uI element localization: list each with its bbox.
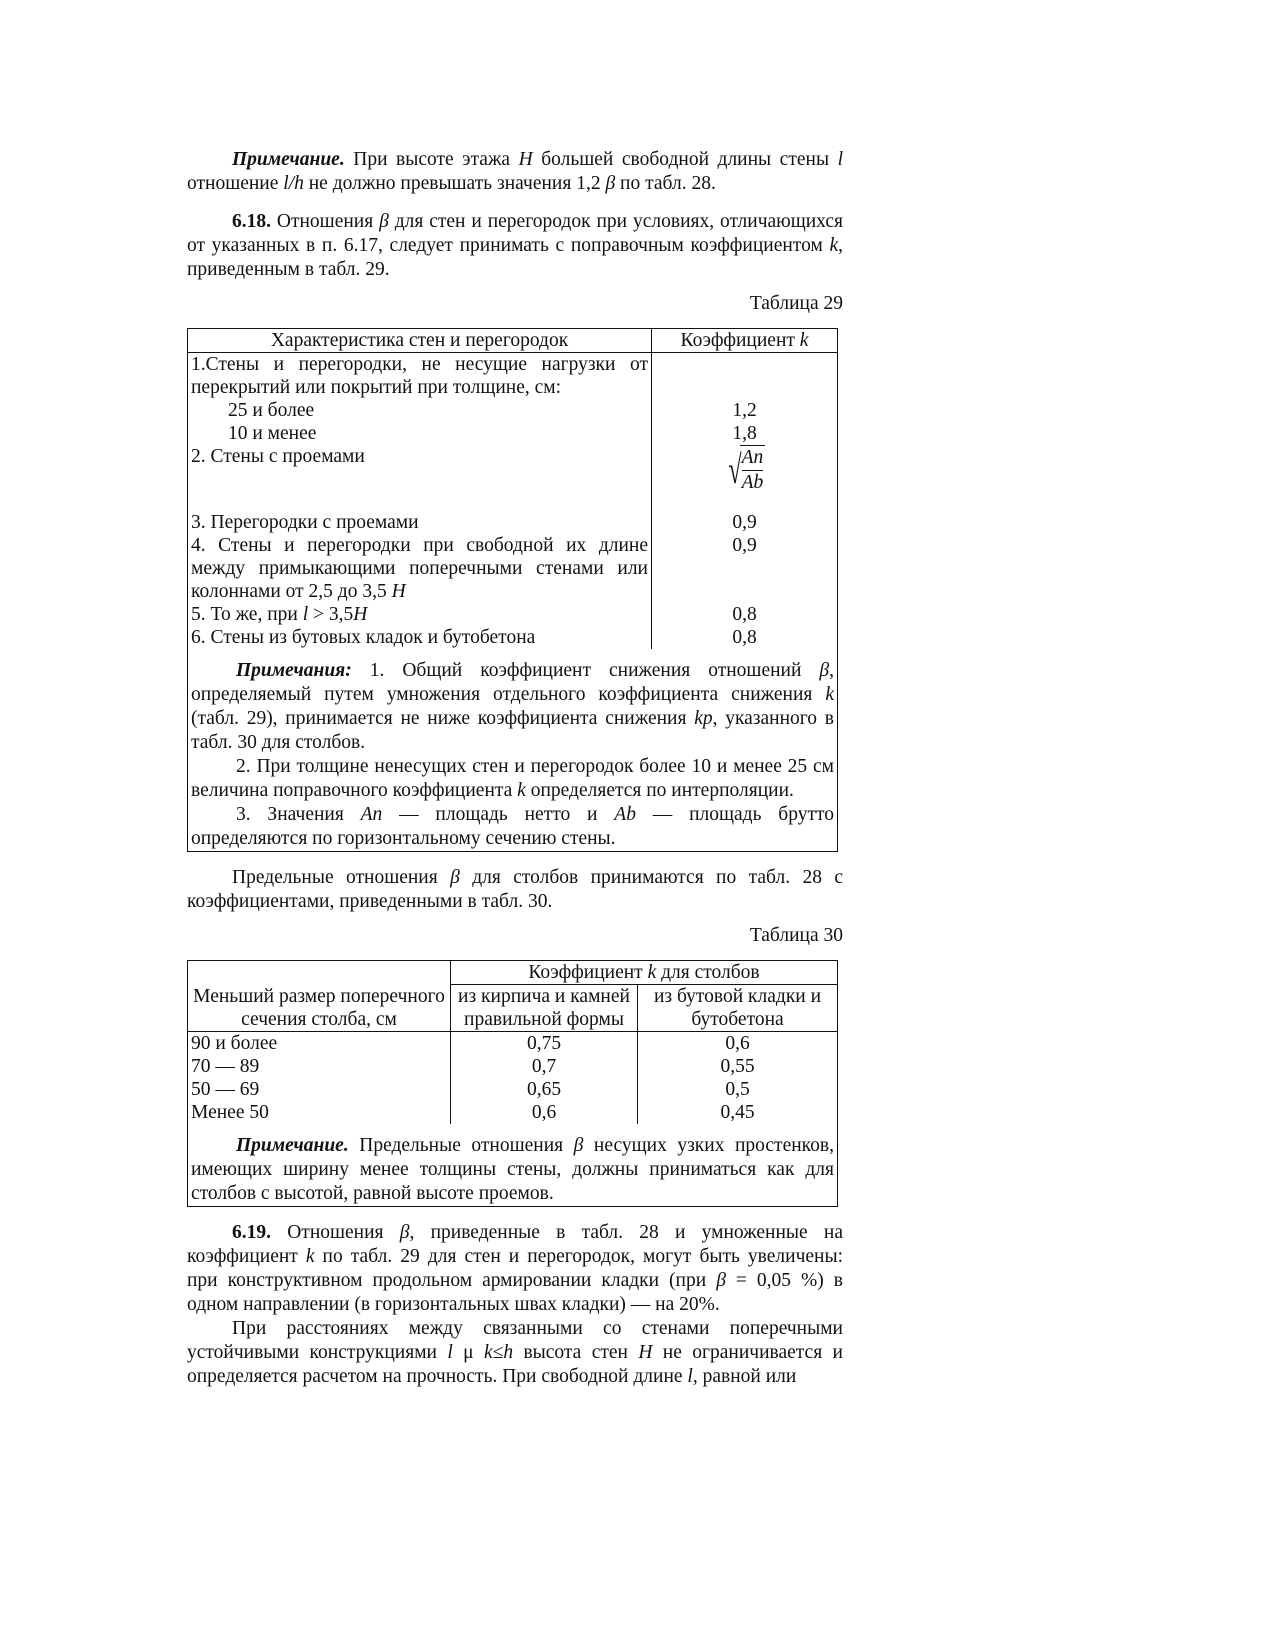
table-30-header-size: Меньший размер поперечного сечения столба, см [188,961,451,1032]
table-30-header-coefficient: Коэффициент k для столбов [451,961,838,985]
table-row: 4. Стены и перегородки при свободной их длине между примыкающими поперечными стенами или колоннами от 2,5 до 3,5 H 0,9 [188,534,838,603]
radical-icon: √ [728,447,742,492]
table-row: 5. То же, при l > 3,5H 0,8 [188,603,838,626]
section-number: 6.19. [232,1222,271,1243]
table-row: 25 и более 1,2 [188,399,838,422]
table-29-header-coefficient: Коэффициент k [652,329,838,353]
paragraph-6-19: 6.19. Отношения β, приведенные в табл. 28 и умноженные на коэффициент k по табл. 29 для стен и перегородок, могут быть увеличены: при конструктивном продольном армировании кладки (при β = 0,05 %) в одном направлении (в горизонтальных швах кладки) — на 20%. [187,1222,844,1315]
note-label: Примечание. [232,149,345,170]
paragraph-6-18: 6.18. Отношения β для стен и перегородок при условиях, отличающихся от указанных в п. 6.17, следует принимать с поправочным коэффициентом k, приведенным в табл. 29. [187,211,843,280]
document-page [187,148,843,1389]
note-top: Примечание. При высоте этажа H большей свободной длины стены l отношение l/h не должно превышать значения 1,2 β по табл. 28. [187,149,843,194]
sqrt-formula: √ $\frac{An}{Ab}$ [728,447,764,493]
table-29-caption: Таблица 29 [749,293,843,314]
table-row: 90 и более 0,75 0,6 [188,1032,838,1056]
table-30-header-rubble: из бутовой кладки и бутобетона [638,985,838,1032]
table-row: 10 и менее 1,8 [188,422,838,445]
table-30 [187,960,838,1207]
table-row: Менее 50 0,6 0,45 [188,1101,838,1124]
section-number: 6.18. [232,211,271,232]
table-29 [187,328,838,852]
paragraph-last: При расстояниях между связанными со стенами поперечными устойчивыми конструкциями l μ k≤h высота стен H не ограничивается и определяется расчетом на прочность. При свободной длине l, равной или [187,1318,843,1387]
table-row: 1.Стены и перегородки, не несущие нагрузки от перекрытий или покрытий при толщине, см: [188,353,838,400]
table-row: 2. Стены с проемами √ $\frac{An}{Ab}$ [188,445,838,511]
table-row: 70 — 89 0,7 0,55 [188,1055,838,1078]
paragraph-columns: Предельные отношения β для столбов принимаются по табл. 28 с коэффициентами, приведенными в табл. 30. [187,867,843,912]
table-29-notes: Примечания: 1. Общий коэффициент снижения отношений β, определяемый путем умножения отдельного коэффициента снижения k (табл. 29), принимается не ниже коэффициента снижения kp, указанного в табл. 30 для столбов. 2. При толщине ненесущих стен и перегородок более 10 и менее 25 см величина поправочного коэффициента k определяется по интерполяции. 3. Значения An — площадь нетто и Ab — площадь брутто определяются по горизонтальному сечению стены. [191,660,834,849]
table-row: 50 — 69 0,65 0,5 [188,1078,838,1101]
table-row: 6. Стены из бутовых кладок и бутобетона 0,8 [188,626,838,649]
table-30-note: Примечание. Предельные отношения β несущих узких простенков, имеющих ширину менее толщины стены, должны приниматься как для столбов с высотой, равной высоте проемов. [191,1135,834,1204]
table-row: 3. Перегородки с проемами 0,9 [188,511,838,534]
table-30-header-brick: из кирпича и камней правильной формы [451,985,638,1032]
table-30-caption: Таблица 30 [749,925,843,946]
table-29-header-characteristic: Характеристика стен и перегородок [188,329,652,353]
